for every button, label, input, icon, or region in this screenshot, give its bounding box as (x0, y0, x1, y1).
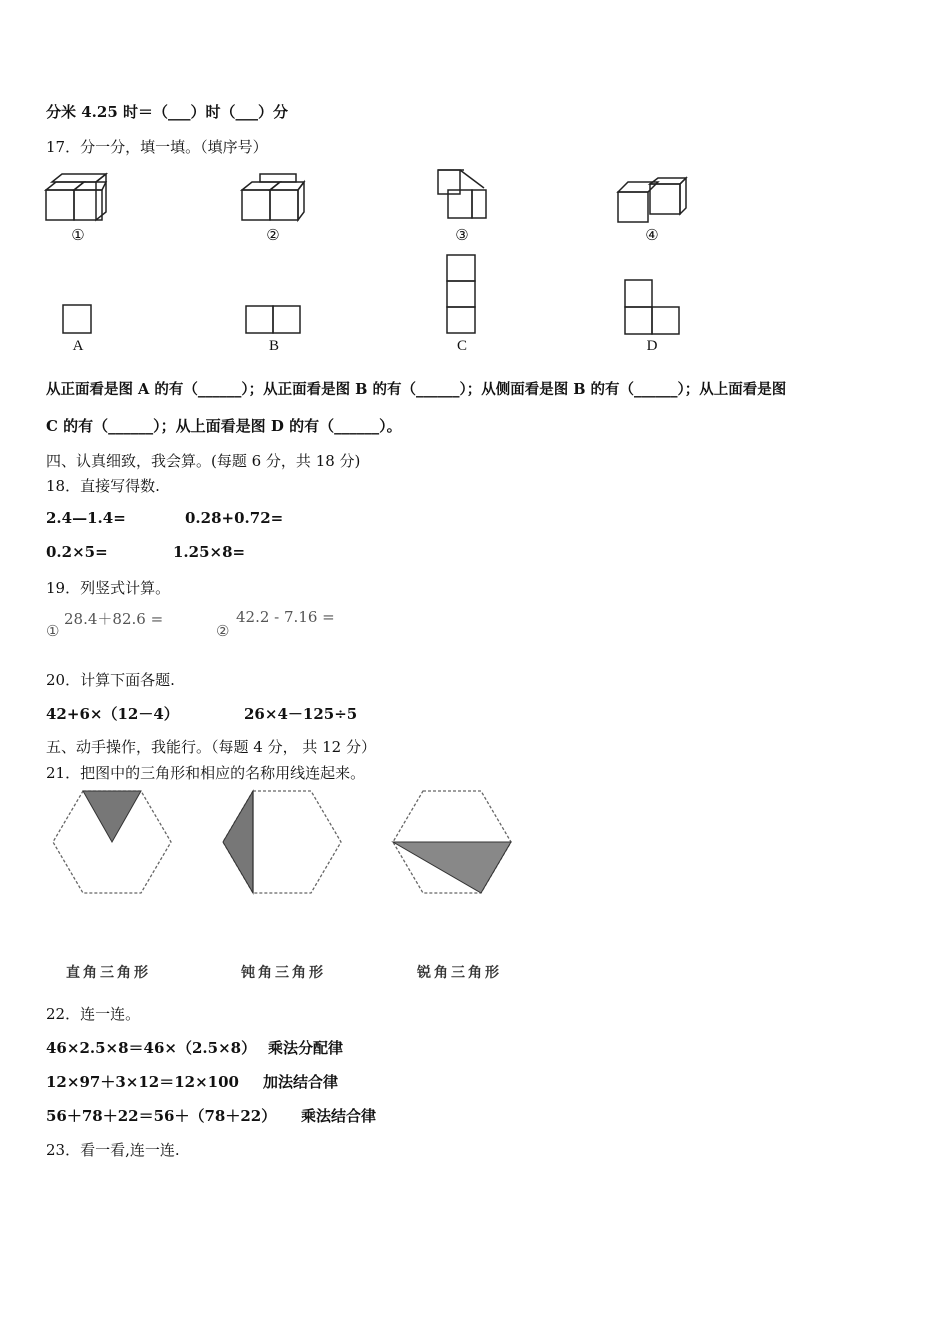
view-figure-d (624, 279, 682, 337)
cube-figure-4 (614, 176, 690, 226)
view-label-d: D (646, 338, 658, 354)
triangle-name-right: 直角三角形 (66, 965, 151, 981)
cube-figure-3 (434, 166, 494, 224)
q19-expr-2: 42.2 - 7.16 = (236, 608, 335, 626)
cube-label-2: ② (266, 228, 280, 244)
q19-num-1: ① (46, 622, 60, 640)
view-label-a: A (72, 338, 84, 354)
view-figure-c (446, 254, 478, 338)
cube-label-1: ① (71, 228, 85, 244)
q20-item-2: 26×4－125÷5 (244, 705, 358, 723)
cube-label-4: ④ (645, 228, 659, 244)
q22-law-2: 加法结合律 (263, 1073, 339, 1091)
q20-title: 20．计算下面各题. (46, 671, 175, 689)
triangle-name-acute: 锐角三角形 (417, 965, 502, 981)
view-figure-a (62, 304, 94, 336)
cube-label-3: ③ (455, 228, 469, 244)
view-label-b: B (268, 338, 279, 354)
q18-item-2: 0.28+0.72= (185, 509, 284, 527)
q18-item-3: 0.2×5= (46, 543, 108, 561)
hexagon-figure-2 (220, 788, 344, 898)
q22-law-1: 乘法分配律 (268, 1039, 344, 1057)
q22-expr-3: 56＋78＋22＝56＋（78＋22） (46, 1107, 277, 1125)
q22-law-3: 乘法结合律 (301, 1107, 377, 1125)
q19-title: 19．列竖式计算。 (46, 579, 171, 597)
hexagon-figure-1 (50, 788, 174, 898)
triangle-name-obtuse: 钝角三角形 (241, 965, 326, 981)
q18-item-4: 1.25×8= (173, 543, 246, 561)
hexagon-figure-3 (390, 788, 514, 898)
section5-title: 五、动手操作，我能行。（每题 4 分， 共 12 分） (46, 738, 376, 756)
q17-title: 17．分一分，填一填。（填序号） (46, 138, 268, 156)
q23-title: 23．看一看,连一连. (46, 1141, 180, 1159)
section4-title: 四、认真细致，我会算。(每题 6 分，共 18 分) (46, 452, 361, 470)
q21-title: 21．把图中的三角形和相应的名称用线连起来。 (46, 764, 366, 782)
time-conversion-question: 分米 4.25 时＝（___）时（___）分 (46, 103, 288, 121)
q17-answer-line-2: C 的有（______）；从上面看是图 D 的有（______）。 (46, 417, 402, 435)
q19-expr-1: 28.4＋82.6 = (64, 610, 164, 628)
q17-answer-line-1: 从正面看是图 A 的有（______）；从正面看是图 B 的有（______）；从侧面看是图 B 的有（______）；从上面看是图 (46, 381, 787, 398)
cube-figure-2 (240, 172, 310, 224)
q18-item-1: 2.4—1.4= (46, 509, 126, 527)
q18-title: 18．直接写得数. (46, 477, 160, 495)
q22-title: 22．连一连。 (46, 1005, 141, 1023)
view-label-c: C (456, 338, 467, 354)
q22-expr-1: 46×2.5×8＝46×（2.5×8） (46, 1039, 257, 1057)
q22-expr-2: 12×97＋3×12＝12×100 (46, 1073, 239, 1091)
q20-item-1: 42+6×（12－4） (46, 705, 179, 723)
q19-num-2: ② (216, 622, 230, 640)
cube-figure-1 (44, 172, 114, 224)
view-figure-b (245, 305, 303, 337)
